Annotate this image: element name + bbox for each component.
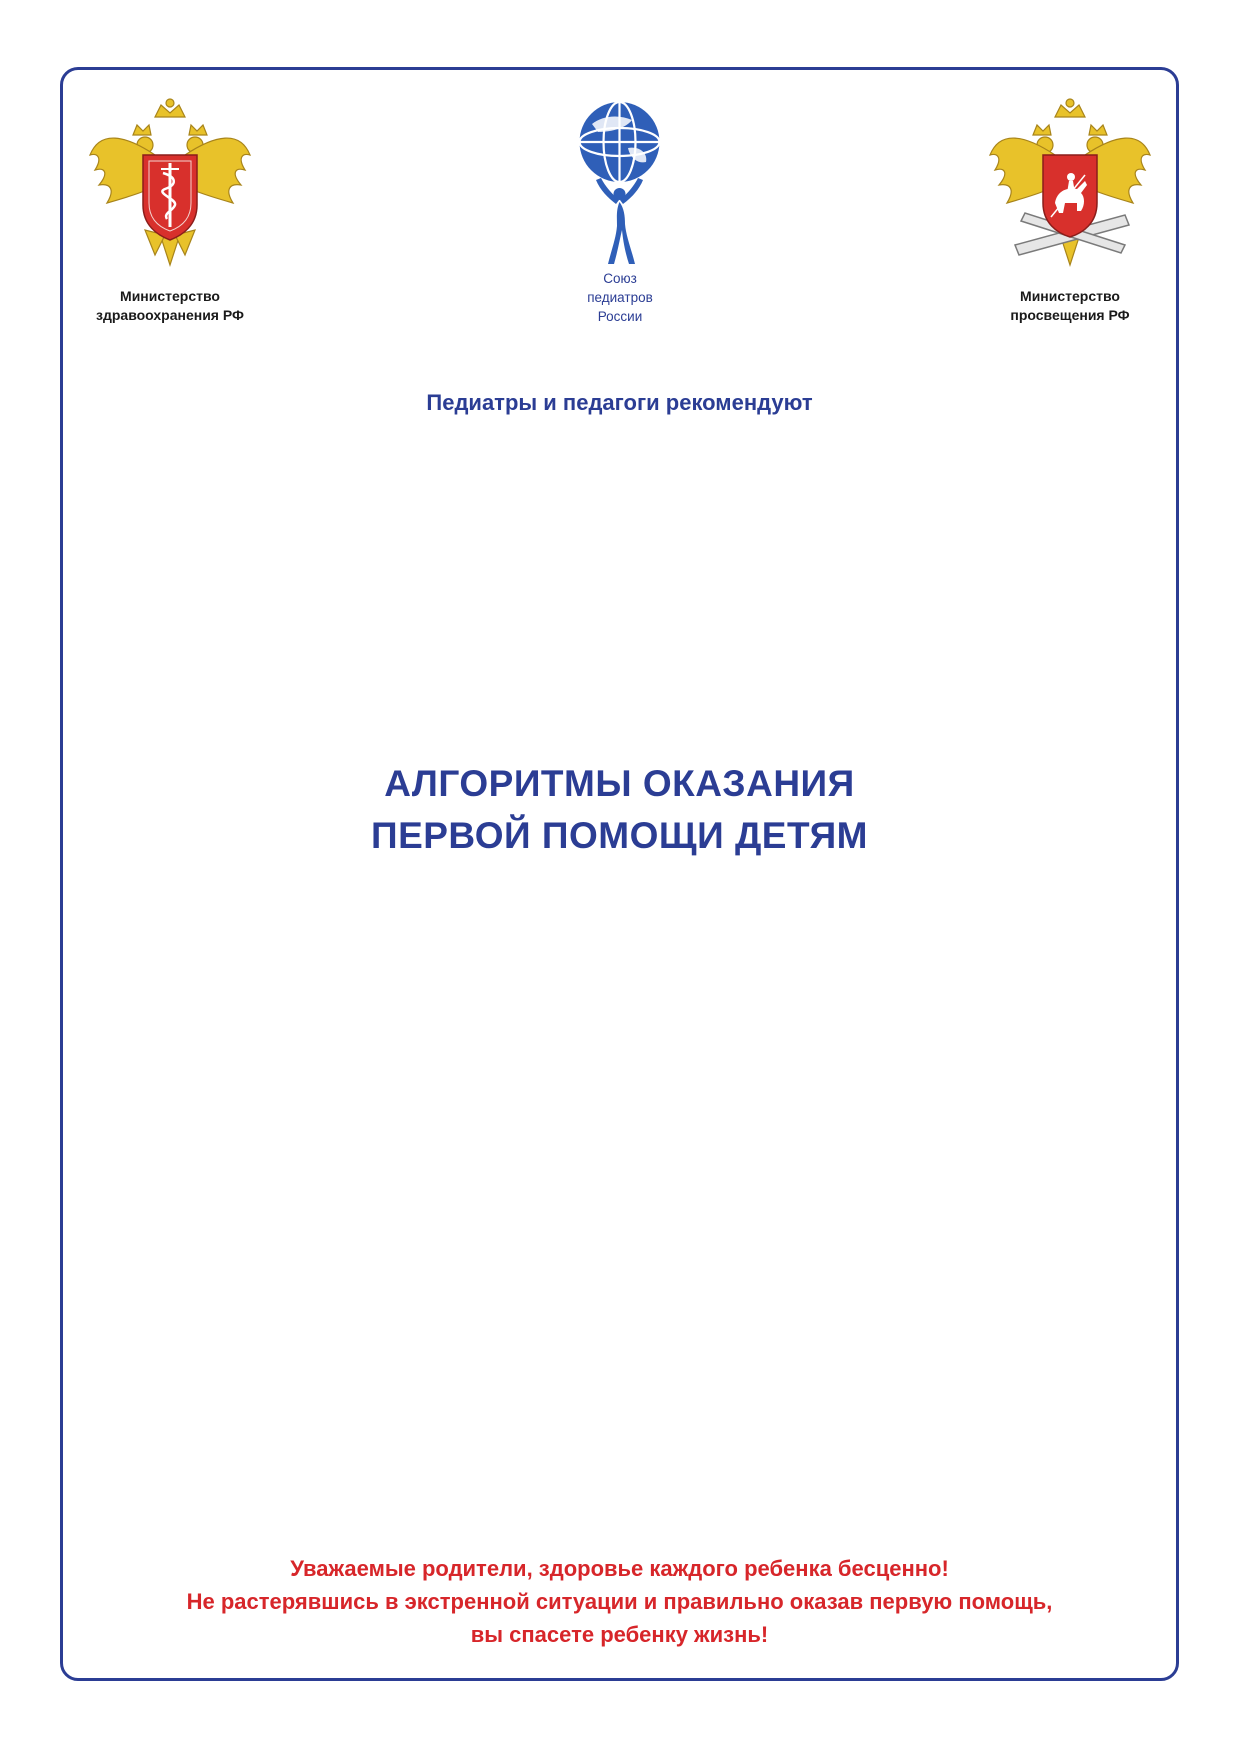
document-title — [60, 758, 1179, 862]
caption-line: Министерство — [120, 288, 220, 304]
union-of-pediatricians-caption — [540, 269, 700, 326]
caption-line: педиатров — [587, 290, 653, 305]
appeal-line: Уважаемые родители, здоровье каждого ребенка бесценно! — [290, 1556, 949, 1581]
ministry-of-health-caption — [70, 287, 270, 325]
caption-line: России — [597, 309, 643, 324]
parent-appeal — [60, 1552, 1179, 1651]
caption-line: Союз — [603, 271, 637, 286]
ministry-of-health-emblem-icon — [85, 95, 255, 275]
appeal-line: вы спасете ребенку жизнь! — [470, 1622, 769, 1647]
ministry-of-education-emblem-icon — [985, 95, 1155, 275]
caption-line: просвещения РФ — [1010, 307, 1130, 323]
appeal-line: Не растерявшись в экстренной ситуации и правильно оказав первую помощь, — [186, 1589, 1053, 1614]
title-line: АЛГОРИТМЫ ОКАЗАНИЯ — [384, 763, 855, 804]
union-of-pediatricians-logo-icon — [572, 98, 667, 268]
recommendation-subtitle: Педиатры и педагоги рекомендуют — [426, 390, 813, 415]
caption-line: здравоохранения РФ — [96, 307, 244, 323]
caption-line: Министерство — [1020, 288, 1120, 304]
ministry-of-education-caption — [970, 287, 1170, 325]
title-line: ПЕРВОЙ ПОМОЩИ ДЕТЯМ — [370, 815, 869, 856]
